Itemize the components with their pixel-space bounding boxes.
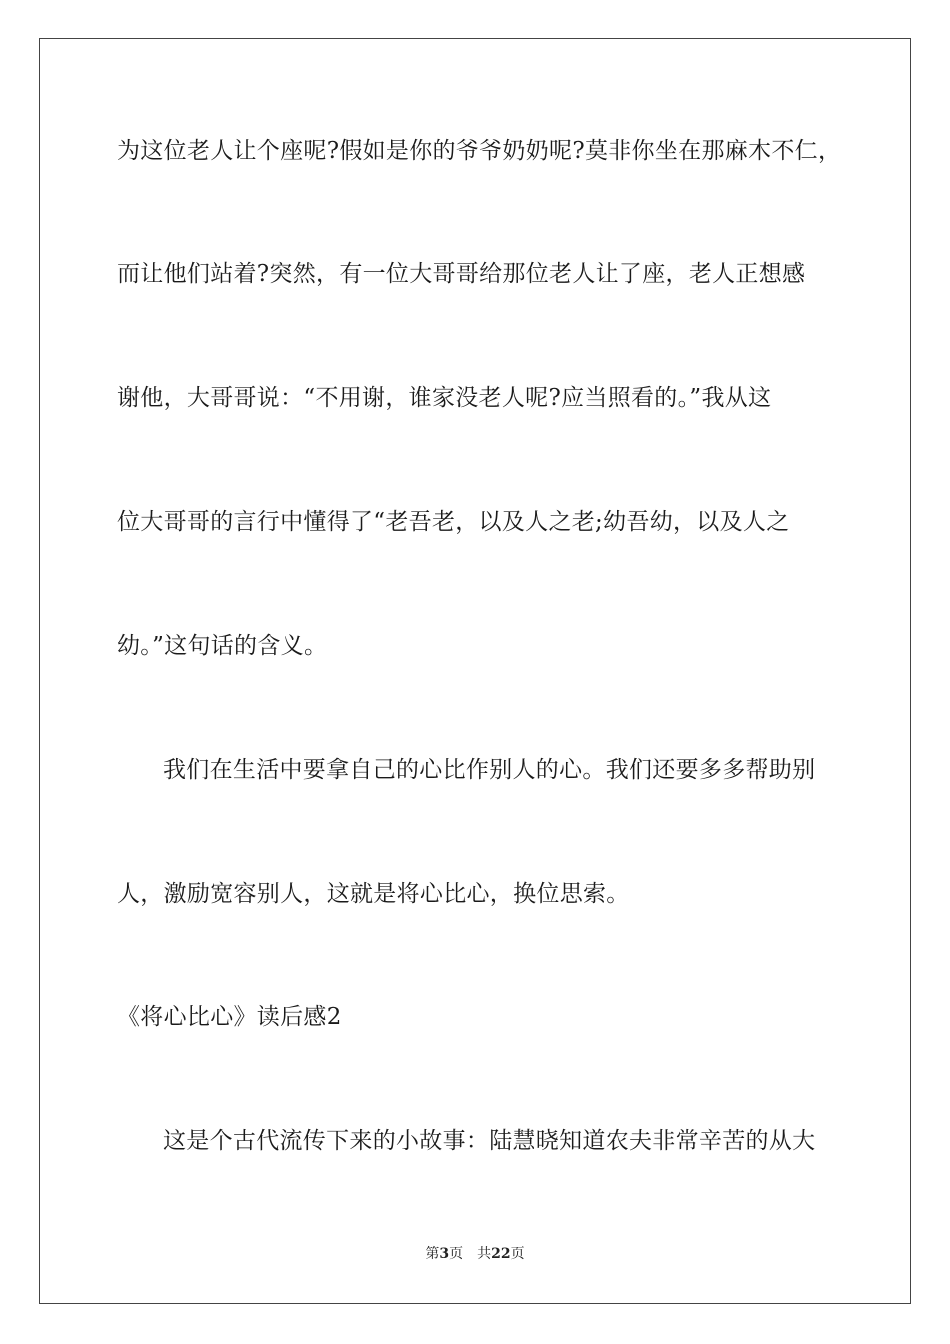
- text-line: 谢他，大哥哥说：“不用谢，谁家没老人呢?应当照看的。”我从这: [117, 385, 772, 411]
- text-line: 这是个古代流传下来的小故事：陆慧晓知道农夫非常辛苦的从大: [163, 1128, 816, 1154]
- total-prefix: 共: [477, 1246, 492, 1262]
- total-pages: 22: [491, 1246, 511, 1262]
- text-line: 为这位老人让个座呢?假如是你的爷爷奶奶呢?莫非你坐在那麻木不仁，: [117, 138, 842, 164]
- total-suffix: 页: [510, 1246, 525, 1262]
- page-prefix: 第: [425, 1246, 440, 1262]
- section-title: 《将心比心》读后感2: [117, 1004, 342, 1030]
- text-line: 人，激励宽容别人，这就是将心比心，换位思索。: [117, 881, 630, 907]
- page-suffix: 页: [449, 1246, 464, 1262]
- page-footer: [0, 1244, 950, 1264]
- text-line: 幼。”这句话的含义。: [117, 633, 328, 659]
- text-line: 位大哥哥的言行中懂得了“老吾老，以及人之老;幼吾幼，以及人之: [117, 509, 790, 535]
- page-border: [39, 38, 911, 1304]
- page-number: 3: [439, 1246, 450, 1262]
- text-line: 我们在生活中要拿自己的心比作别人的心。我们还要多多帮助别: [163, 757, 816, 783]
- text-line: 而让他们站着?突然，有一位大哥哥给那位老人让了座，老人正想感: [117, 261, 806, 287]
